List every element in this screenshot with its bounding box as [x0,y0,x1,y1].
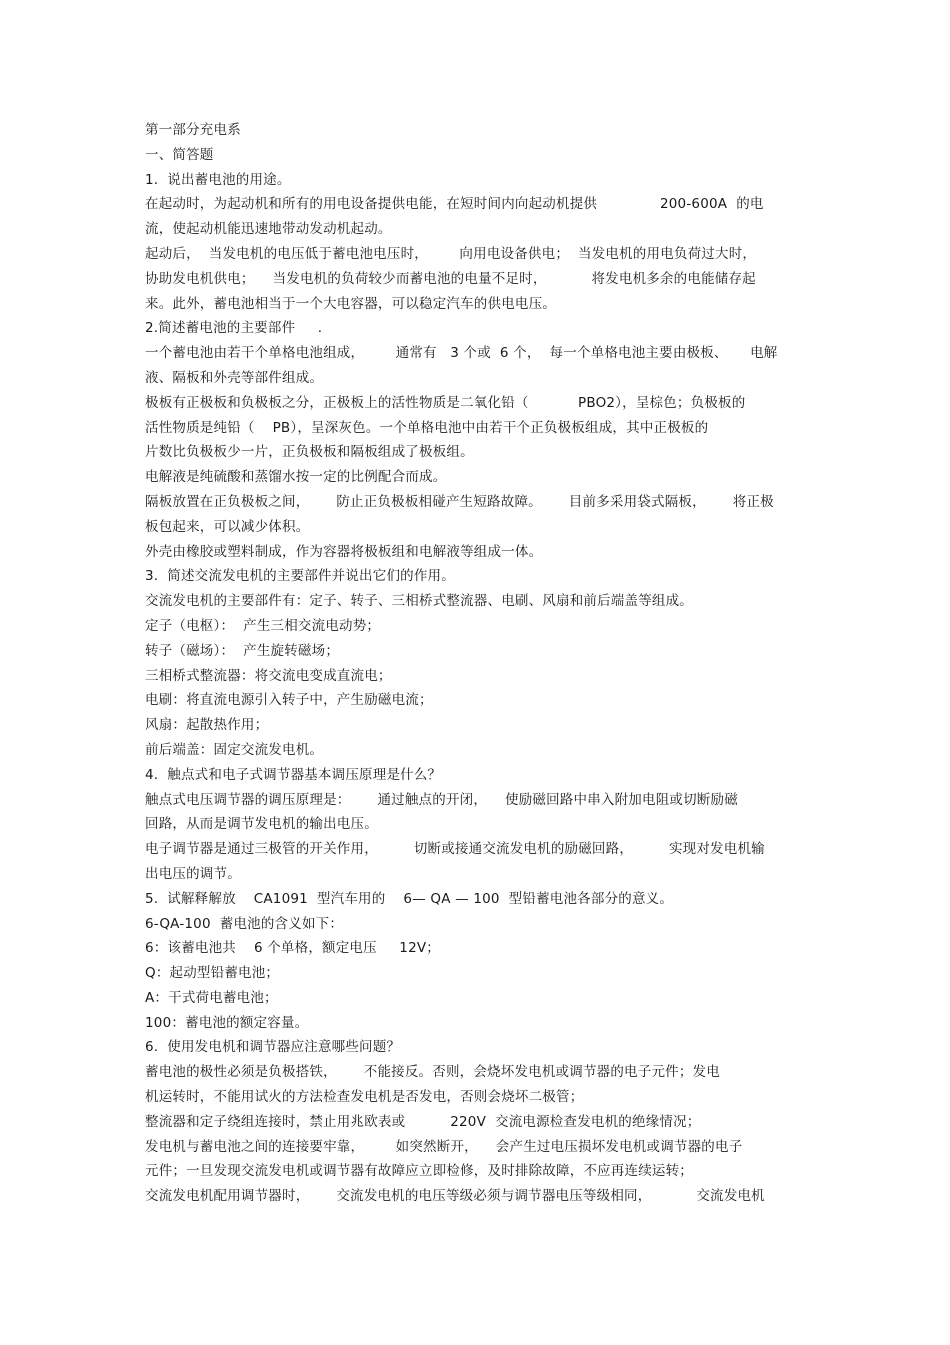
text-line: 风扇：起散热作用； [145,717,269,734]
text-line: 触点式电压调节器的调压原理是： 通过触点的开闭， 使励磁回路中串入附加电阻或切断励磁 [145,791,738,808]
text-line: 电子调节器是通过三极管的开关作用， 切断或接通交流发电机的励磁回路， 实现对发电机输 [145,841,765,858]
text-line: 前后端盖：固定交流发电机。 [145,741,324,758]
text-line: 板包起来，可以减少体积。 [145,518,310,535]
text-line: 在起动时，为起动机和所有的用电设备提供电能，在短时间内向起动机提供 200-600A 的电 [145,196,764,213]
text-line: 1. 说出蓄电池的用途。 [145,171,291,188]
text-line: 起动后， 当发电机的电压低于蓄电池电压时， 向用电设备供电； 当发电机的用电负荷过大时， [145,245,757,262]
text-line: 回路，从而是调节发电机的输出电压。 [145,816,378,833]
text-line: 100：蓄电池的额定容量。 [145,1014,309,1031]
text-line: 片数比负极板少一片，正负极板和隔板组成了极板组。 [145,444,474,461]
text-line: 活性物质是纯铅（ PB），呈深灰色。一个单格电池中由若干个正负极板组成，其中正极板的 [145,419,709,436]
text-line: 交流发电机的主要部件有：定子、转子、三相桥式整流器、电刷、风扇和前后端盖等组成。 [145,593,693,610]
text-line: Q：起动型铅蓄电池； [145,965,280,982]
text-line: 来。此外，蓄电池相当于一个大电容器，可以稳定汽车的供电电压。 [145,295,556,312]
text-line: 一、简答题 [145,146,214,163]
text-line: 机运转时，不能用试火的方法检查发电机是否发电，否则会烧坏二极管； [145,1089,584,1106]
text-line: 协助发电机供电； 当发电机的负荷较少而蓄电池的电量不足时， 将发电机多余的电能储存起 [145,270,756,287]
text-line: 电刷：将直流电源引入转子中，产生励磁电流； [145,692,433,709]
text-line: 三相桥式整流器：将交流电变成直流电； [145,667,392,684]
text-line: 6：该蓄电池共 6 个单格，额定电压 12V； [145,940,441,957]
text-line: 整流器和定子绕组连接时，禁止用兆欧表或 220V 交流电源检查发电机的绝缘情况； [145,1113,701,1130]
text-line: 转子（磁场）： 产生旋转磁场； [145,642,340,659]
text-line: 第一部分充电系 [145,122,241,138]
text-line: 元件；一旦发现交流发电机或调节器有故障应立即检修，及时排除故障，不应再连续运转； [145,1163,693,1180]
text-line: 极板有正极板和负极板之分，正极板上的活性物质是二氧化铅（ PBO2），呈棕色；负极板的 [145,394,746,411]
text-line: 蓄电池的极性必须是负极搭铁， 不能接反。否则，会烧坏发电机或调节器的电子元件；发电 [145,1064,720,1081]
text-line: 流，使起动机能迅速地带动发动机起动。 [145,221,392,238]
text-line: 外壳由橡胶或塑料制成，作为容器将极板组和电解液等组成一体。 [145,543,543,560]
text-line: 电解液是纯硫酸和蒸馏水按一定的比例配合而成。 [145,469,447,486]
text-line: 定子（电枢）： 产生三相交流电动势； [145,617,381,634]
text-line: 隔板放置在正负极板之间， 防止正负极板相碰产生短路故障。 目前多采用袋式隔板， 将正极 [145,493,774,510]
text-line: 交流发电机配用调节器时， 交流发电机的电压等级必须与调节器电压等级相同， 交流发电机 [145,1188,765,1205]
text-line: 4. 触点式和电子式调节器基本调压原理是什么？ [145,766,442,783]
text-line: 6-QA-100 蓄电池的含义如下： [145,915,344,932]
text-line: 一个蓄电池由若干个单格电池组成， 通常有 3 个或 6 个， 每一个单格电池主要由极板、 电解 [145,345,778,362]
text-line: 5. 试解释解放 CA1091 型汽车用的 6— QA — 100 型铅蓄电池各部分的意义。 [145,890,674,907]
text-line: A：干式荷电蓄电池； [145,989,278,1006]
text-line: 发电机与蓄电池之间的连接要牢靠， 如突然断开， 会产生过电压损坏发电机或调节器的电子 [145,1138,743,1155]
text-line: 出电压的调节。 [145,865,241,882]
text-line: 2.简述蓄电池的主要部件 . [145,320,323,337]
text-line: 6. 使用发电机和调节器应注意哪些问题？ [145,1039,401,1056]
text-line: 3. 简述交流发电机的主要部件并说出它们的作用。 [145,568,455,585]
text-line: 液、隔板和外壳等部件组成。 [145,369,324,386]
